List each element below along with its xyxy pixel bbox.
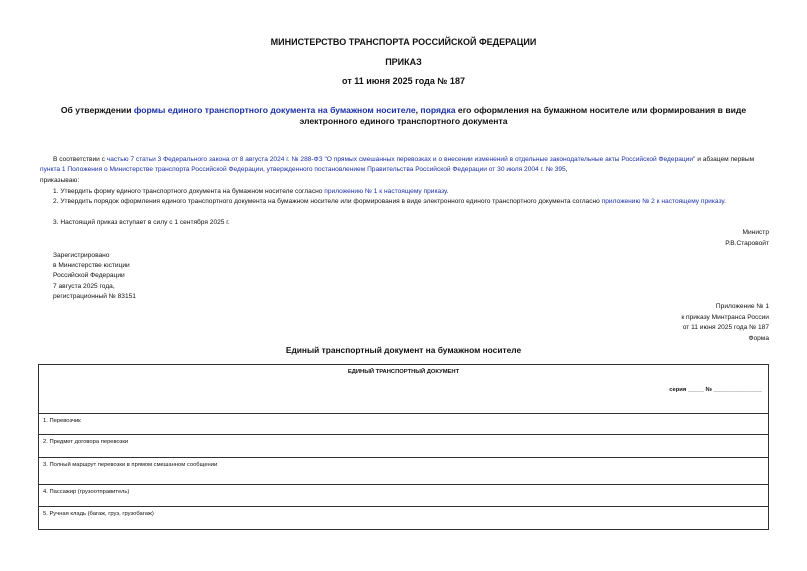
order-date-number: от 11 июня 2025 года № 187 — [342, 76, 465, 86]
title-text-1: Об утверждении — [60, 105, 134, 115]
signatory-position: Министр — [742, 229, 769, 236]
form-row-luggage[interactable]: 5. Ручная кладь (багаж, груз, грузобагаж) — [39, 507, 769, 530]
order-title — [50, 105, 757, 127]
item-1-text-b: . — [446, 188, 449, 195]
form-row-carrier[interactable]: 1. Перевозчик — [39, 414, 769, 435]
signatory-name: Р.В.Старовойт — [725, 239, 769, 247]
appendix-block — [681, 302, 769, 344]
item-2-text-a: 2. Утвердить порядок оформления единого транспортного документа на бумажном носителе или формирования в виде электронного единого транспортного документа согласно — [53, 198, 602, 205]
form-header-title: ЕДИНЫЙ ТРАНСПОРТНЫЙ ДОКУМЕНТ — [347, 369, 460, 375]
preamble-text-c: , — [565, 166, 568, 173]
item-2-text-b: . — [724, 198, 726, 205]
appendix-2-link[interactable]: приложению № 2 к настоящему приказу — [601, 198, 725, 205]
registration-line-2: в Министерстве юстиции — [53, 262, 130, 270]
signature-block — [725, 228, 769, 249]
federal-law-link[interactable]: частью 7 статьи 3 Федерального закона от 8 августа 2024 г. № 288-ФЗ "О прямых смешанных перевозках и о внесении изменений в отдельные законодательные акты Российской Федерации" — [106, 156, 696, 163]
procedure-link[interactable]: порядка — [420, 105, 456, 115]
appendix-line-2: к приказу Минтранса России — [681, 313, 769, 321]
ministry-heading: МИНИСТЕРСТВО ТРАНСПОРТА РОССИЙСКОЙ ФЕДЕРАЦИИ — [270, 37, 537, 47]
appendix-line-4: Форма — [748, 334, 769, 342]
appendix-line-1: Приложение № 1 — [715, 303, 769, 310]
item-2-paragraph — [40, 197, 769, 207]
appendix-1-link[interactable]: приложению № 1 к настоящему приказу — [324, 188, 447, 195]
regulation-link[interactable]: пункта 1 Положения о Министерстве транспорта Российской Федерации, утвержденного постановлением Правительства Российской Федерации от 30 июля 2004 г. № 395 — [40, 166, 566, 173]
transport-document-form — [38, 364, 769, 530]
form-link[interactable]: формы единого транспортного документа на бумажном носителе — [133, 105, 416, 115]
preamble-text-b: и абзацем первым — [695, 156, 755, 163]
item-1-text-a: 1. Утвердить форму единого транспортного документа на бумажном носителе согласно — [53, 188, 325, 195]
preamble-paragraph — [40, 155, 769, 175]
form-row-passenger[interactable]: 4. Пассажир (грузоотправитель) — [39, 485, 769, 507]
registration-line-5: регистрационный № 83151 — [53, 292, 136, 300]
registration-block — [53, 251, 136, 302]
title-text-3: его оформления на бумажном носителе или формирования в виде электронного единого транспортного документа — [299, 105, 747, 126]
form-header-cell — [39, 365, 769, 414]
order-word: приказываю: — [40, 177, 80, 184]
form-row-route[interactable]: 3. Полный маршрут перевозки в прямом смешанном сообщении — [39, 458, 769, 485]
item-3-paragraph: 3. Настоящий приказ вступает в силу с 1 сентября 2025 г. — [53, 219, 230, 226]
item-1-paragraph — [40, 187, 769, 197]
registration-line-1: Зарегистрировано — [53, 252, 110, 259]
registration-line-4: 7 августа 2025 года, — [53, 282, 115, 290]
appendix-line-3: от 11 июня 2025 года № 187 — [682, 324, 769, 331]
preamble-text-a: В соответствии с — [53, 156, 107, 163]
doc-type-heading: ПРИКАЗ — [385, 57, 422, 67]
form-title: Единый транспортный документ на бумажном носителе — [285, 345, 522, 355]
title-text-2: , — [415, 105, 421, 115]
form-row-contract-subject[interactable]: 2. Предмет договора перевозки — [39, 435, 769, 458]
series-number-field[interactable]: серия _____ № _______________ — [669, 387, 762, 393]
registration-line-3: Российской Федерации — [53, 272, 125, 280]
